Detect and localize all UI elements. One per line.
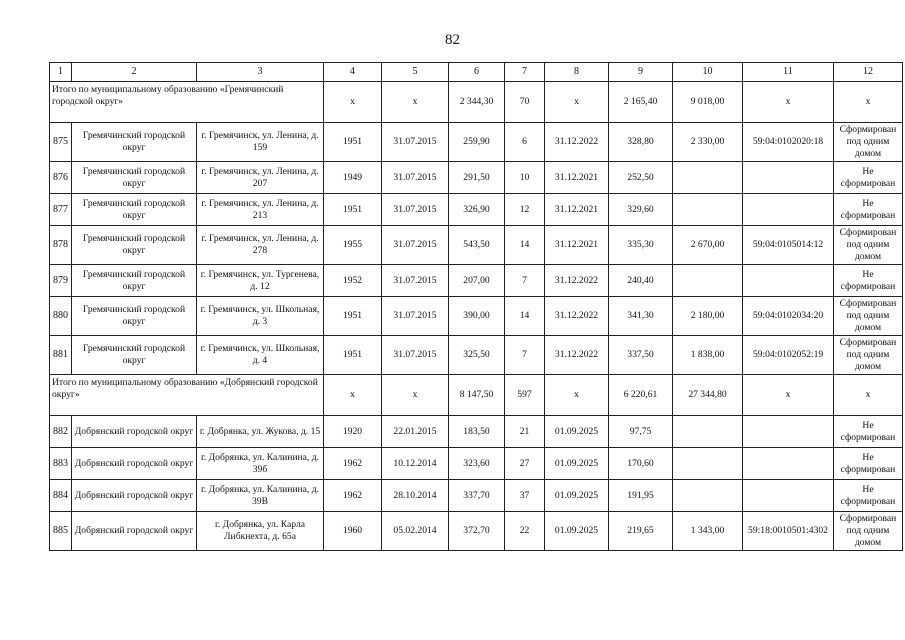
resettlement-area-cell: 170,60 <box>609 448 673 480</box>
municipality-cell: Гремячинский городской округ <box>72 194 197 226</box>
cadastral-number-cell: 59:04:0105014:12 <box>743 226 834 265</box>
recognition-date-cell: 31.07.2015 <box>382 336 449 375</box>
resettlement-area-cell: 341,30 <box>609 297 673 336</box>
resettlement-area-cell: 191,95 <box>609 480 673 512</box>
year-built-cell: 1955 <box>324 226 382 265</box>
resettlement-area-cell: 252,50 <box>609 162 673 194</box>
year-built-cell: 1960 <box>324 512 382 551</box>
row-number-cell: 883 <box>50 448 72 480</box>
resettlement-date-cell: 01.09.2025 <box>545 512 609 551</box>
land-status-cell: Не сформирован <box>834 162 903 194</box>
column-number-cell: 9 <box>609 63 673 82</box>
column-number-cell: 6 <box>449 63 505 82</box>
column-number-cell: 4 <box>324 63 382 82</box>
row-number-cell: 880 <box>50 297 72 336</box>
total-value-c11: х <box>743 82 834 123</box>
year-built-cell: 1951 <box>324 194 382 226</box>
total-value-c5: х <box>382 375 449 416</box>
row-number-cell: 879 <box>50 265 72 297</box>
table-row <box>50 162 903 194</box>
row-number-cell: 881 <box>50 336 72 375</box>
municipality-cell: Гремячинский городской округ <box>72 297 197 336</box>
address-cell: г. Гремячинск, ул. Школьная, д. 3 <box>197 297 324 336</box>
total-label: Итого по муниципальному образованию «Добрянский городской округ» <box>50 375 324 416</box>
table-body <box>50 63 903 551</box>
municipality-cell: Добрянский городской округ <box>72 512 197 551</box>
cadastral-number-cell: 59:04:0102052:19 <box>743 336 834 375</box>
year-built-cell: 1951 <box>324 336 382 375</box>
cadastral-number-cell <box>743 480 834 512</box>
table-row <box>50 448 903 480</box>
table-row <box>50 416 903 448</box>
year-built-cell: 1952 <box>324 265 382 297</box>
residents-cell: 21 <box>505 416 545 448</box>
municipality-cell: Добрянский городской округ <box>72 416 197 448</box>
total-value-c10: 9 018,00 <box>673 82 743 123</box>
row-number-cell: 878 <box>50 226 72 265</box>
cadastral-number-cell: 59:04:0102034:20 <box>743 297 834 336</box>
land-area-cell <box>673 162 743 194</box>
column-number-row <box>50 63 903 82</box>
address-cell: г. Гремячинск, ул. Школьная, д. 4 <box>197 336 324 375</box>
area-cell: 326,90 <box>449 194 505 226</box>
land-area-cell: 2 330,00 <box>673 123 743 162</box>
total-value-c10: 27 344,80 <box>673 375 743 416</box>
column-number-cell: 1 <box>50 63 72 82</box>
resettlement-area-cell: 335,30 <box>609 226 673 265</box>
area-cell: 372,70 <box>449 512 505 551</box>
area-cell: 337,70 <box>449 480 505 512</box>
total-value-c5: х <box>382 82 449 123</box>
recognition-date-cell: 31.07.2015 <box>382 162 449 194</box>
municipality-cell: Гремячинский городской округ <box>72 226 197 265</box>
residents-cell: 10 <box>505 162 545 194</box>
table-row <box>50 336 903 375</box>
resettlement-date-cell: 31.12.2022 <box>545 336 609 375</box>
recognition-date-cell: 22.01.2015 <box>382 416 449 448</box>
recognition-date-cell: 10.12.2014 <box>382 448 449 480</box>
table-row <box>50 194 903 226</box>
resettlement-date-cell: 31.12.2022 <box>545 297 609 336</box>
total-label: Итого по муниципальному образованию «Гремячинский городской округ» <box>50 82 324 123</box>
column-number-cell: 7 <box>505 63 545 82</box>
total-value-c9: 2 165,40 <box>609 82 673 123</box>
land-area-cell <box>673 265 743 297</box>
area-cell: 390,00 <box>449 297 505 336</box>
recognition-date-cell: 31.07.2015 <box>382 297 449 336</box>
recognition-date-cell: 28.10.2014 <box>382 480 449 512</box>
land-area-cell <box>673 416 743 448</box>
residents-cell: 12 <box>505 194 545 226</box>
cadastral-number-cell <box>743 194 834 226</box>
table-row <box>50 226 903 265</box>
cadastral-number-cell <box>743 265 834 297</box>
year-built-cell: 1962 <box>324 448 382 480</box>
address-cell: г. Гремячинск, ул. Тургенева, д. 12 <box>197 265 324 297</box>
cadastral-number-cell <box>743 162 834 194</box>
year-built-cell: 1920 <box>324 416 382 448</box>
municipality-cell: Добрянский городской округ <box>72 480 197 512</box>
area-cell: 291,50 <box>449 162 505 194</box>
residents-cell: 14 <box>505 226 545 265</box>
resettlement-area-cell: 328,80 <box>609 123 673 162</box>
municipality-cell: Гремячинский городской округ <box>72 265 197 297</box>
resettlement-date-cell: 31.12.2021 <box>545 162 609 194</box>
address-cell: г. Гремячинск, ул. Ленина, д. 278 <box>197 226 324 265</box>
year-built-cell: 1949 <box>324 162 382 194</box>
resettlement-area-cell: 329,60 <box>609 194 673 226</box>
total-value-c6: 8 147,50 <box>449 375 505 416</box>
resettlement-date-cell: 31.12.2021 <box>545 226 609 265</box>
recognition-date-cell: 31.07.2015 <box>382 123 449 162</box>
land-status-cell: Не сформирован <box>834 480 903 512</box>
land-status-cell: Сформирован под одним домом <box>834 336 903 375</box>
residents-cell: 27 <box>505 448 545 480</box>
row-number-cell: 882 <box>50 416 72 448</box>
total-value-c11: х <box>743 375 834 416</box>
land-area-cell: 1 838,00 <box>673 336 743 375</box>
recognition-date-cell: 31.07.2015 <box>382 194 449 226</box>
land-area-cell <box>673 194 743 226</box>
total-value-c12: х <box>834 375 903 416</box>
land-area-cell: 2 180,00 <box>673 297 743 336</box>
year-built-cell: 1951 <box>324 123 382 162</box>
resettlement-date-cell: 01.09.2025 <box>545 416 609 448</box>
resettlement-date-cell: 01.09.2025 <box>545 448 609 480</box>
total-value-c4: х <box>324 82 382 123</box>
column-number-cell: 2 <box>72 63 197 82</box>
land-area-cell: 2 670,00 <box>673 226 743 265</box>
column-number-cell: 11 <box>743 63 834 82</box>
land-status-cell: Не сформирован <box>834 194 903 226</box>
recognition-date-cell: 31.07.2015 <box>382 226 449 265</box>
municipality-cell: Гремячинский городской округ <box>72 336 197 375</box>
residents-cell: 7 <box>505 265 545 297</box>
land-status-cell: Сформирован под одним домом <box>834 123 903 162</box>
area-cell: 183,50 <box>449 416 505 448</box>
resettlement-date-cell: 31.12.2021 <box>545 194 609 226</box>
row-number-cell: 885 <box>50 512 72 551</box>
address-cell: г. Гремячинск, ул. Ленина, д. 207 <box>197 162 324 194</box>
land-area-cell <box>673 448 743 480</box>
municipality-cell: Гремячинский городской округ <box>72 162 197 194</box>
recognition-date-cell: 05.02.2014 <box>382 512 449 551</box>
column-number-cell: 12 <box>834 63 903 82</box>
total-value-c8: х <box>545 375 609 416</box>
land-status-cell: Сформирован под одним домом <box>834 512 903 551</box>
land-area-cell: 1 343,00 <box>673 512 743 551</box>
total-value-c4: х <box>324 375 382 416</box>
total-value-c7: 70 <box>505 82 545 123</box>
cadastral-number-cell <box>743 416 834 448</box>
land-status-cell: Сформирован под одним домом <box>834 226 903 265</box>
land-area-cell <box>673 480 743 512</box>
land-status-cell: Сформирован под одним домом <box>834 297 903 336</box>
total-value-c8: х <box>545 82 609 123</box>
row-number-cell: 877 <box>50 194 72 226</box>
resettlement-area-cell: 97,75 <box>609 416 673 448</box>
address-cell: г. Гремячинск, ул. Ленина, д. 213 <box>197 194 324 226</box>
municipality-cell: Гремячинский городской округ <box>72 123 197 162</box>
cadastral-number-cell: 59:18:0010501:4302 <box>743 512 834 551</box>
resettlement-area-cell: 337,50 <box>609 336 673 375</box>
residents-cell: 22 <box>505 512 545 551</box>
land-status-cell: Не сформирован <box>834 448 903 480</box>
cadastral-number-cell <box>743 448 834 480</box>
resettlement-area-cell: 219,65 <box>609 512 673 551</box>
land-status-cell: Не сформирован <box>834 265 903 297</box>
row-number-cell: 875 <box>50 123 72 162</box>
page-number: 82 <box>445 32 460 48</box>
residents-cell: 6 <box>505 123 545 162</box>
residents-cell: 14 <box>505 297 545 336</box>
table-row <box>50 123 903 162</box>
area-cell: 543,50 <box>449 226 505 265</box>
residents-cell: 7 <box>505 336 545 375</box>
cadastral-number-cell: 59:04:0102020:18 <box>743 123 834 162</box>
address-cell: г. Гремячинск, ул. Ленина, д. 159 <box>197 123 324 162</box>
table-row <box>50 265 903 297</box>
total-value-c7: 597 <box>505 375 545 416</box>
address-cell: г. Добрянка, ул. Карла Либкнехта, д. 65а <box>197 512 324 551</box>
housing-registry-table <box>49 62 903 551</box>
total-value-c9: 6 220,61 <box>609 375 673 416</box>
address-cell: г. Добрянка, ул. Калинина, д. 39б <box>197 448 324 480</box>
residents-cell: 37 <box>505 480 545 512</box>
row-number-cell: 876 <box>50 162 72 194</box>
area-cell: 323,60 <box>449 448 505 480</box>
resettlement-date-cell: 31.12.2022 <box>545 265 609 297</box>
total-value-c6: 2 344,30 <box>449 82 505 123</box>
resettlement-date-cell: 01.09.2025 <box>545 480 609 512</box>
municipality-cell: Добрянский городской округ <box>72 448 197 480</box>
land-status-cell: Не сформирован <box>834 416 903 448</box>
column-number-cell: 8 <box>545 63 609 82</box>
table-row <box>50 480 903 512</box>
resettlement-date-cell: 31.12.2022 <box>545 123 609 162</box>
table-row <box>50 297 903 336</box>
year-built-cell: 1962 <box>324 480 382 512</box>
address-cell: г. Добрянка, ул. Жукова, д. 15 <box>197 416 324 448</box>
total-value-c12: х <box>834 82 903 123</box>
row-number-cell: 884 <box>50 480 72 512</box>
area-cell: 259,90 <box>449 123 505 162</box>
column-number-cell: 3 <box>197 63 324 82</box>
table-row <box>50 512 903 551</box>
recognition-date-cell: 31.07.2015 <box>382 265 449 297</box>
area-cell: 325,50 <box>449 336 505 375</box>
address-cell: г. Добрянка, ул. Калинина, д. 39В <box>197 480 324 512</box>
area-cell: 207,00 <box>449 265 505 297</box>
column-number-cell: 10 <box>673 63 743 82</box>
municipality-total-row <box>50 375 903 416</box>
resettlement-area-cell: 240,40 <box>609 265 673 297</box>
municipality-total-row <box>50 82 903 123</box>
year-built-cell: 1951 <box>324 297 382 336</box>
column-number-cell: 5 <box>382 63 449 82</box>
